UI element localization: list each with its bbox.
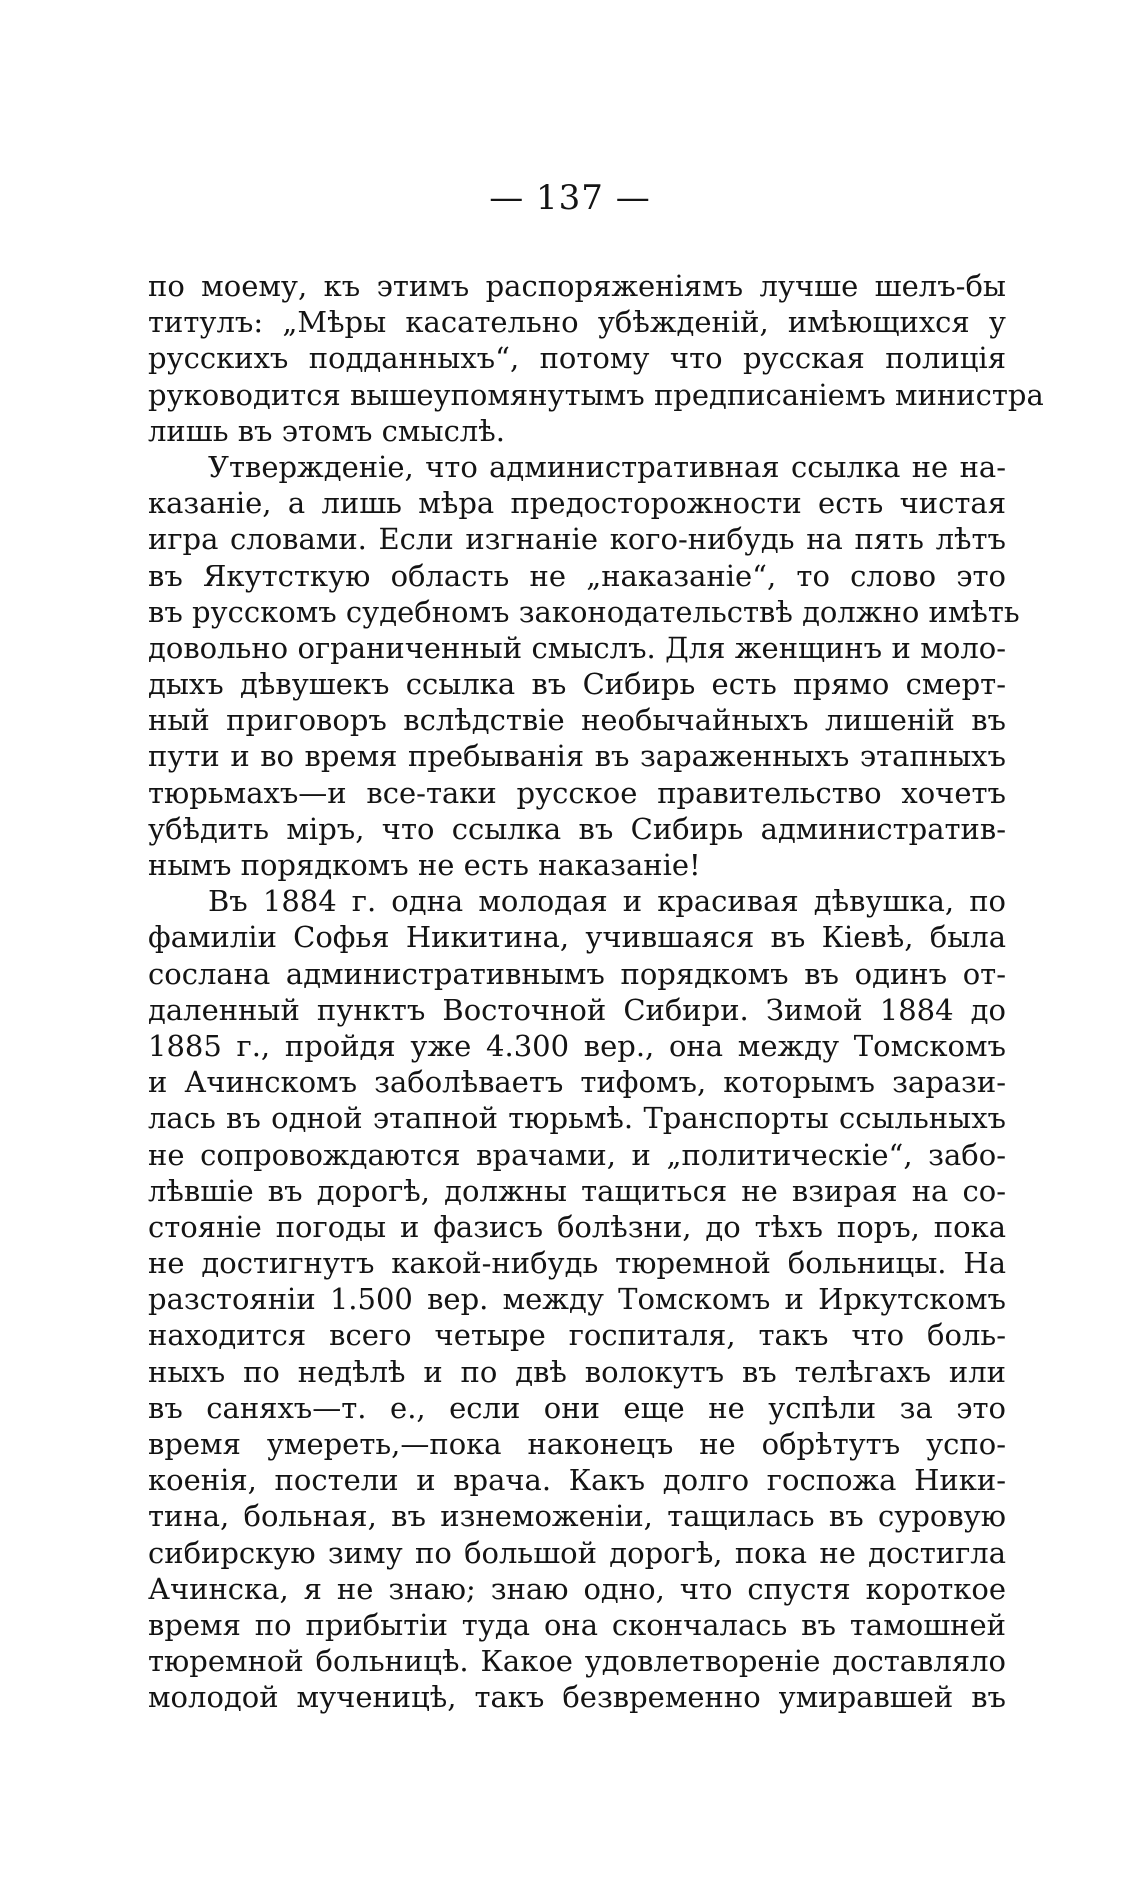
text-line: по моему, къ этимъ распоряженіямъ лучше шелъ-бы	[148, 269, 1006, 303]
text-line: лась въ одной этапной тюрьмѣ. Транспорты ссыльныхъ	[148, 1101, 1006, 1136]
text-line: титулъ: „Мѣры касательно убѣжденій, имѣющихся у	[148, 305, 1006, 340]
text-line: Въ 1884 г. одна молодая и красивая дѣвушка, по	[208, 884, 1006, 919]
text-line: время по прибытіи туда она скончалась въ тамошней	[148, 1607, 1006, 1642]
text-line: стояніе погоды и фазисъ болѣзни, до тѣхъ поръ, пока	[148, 1209, 1006, 1244]
text-line: ный приговоръ вслѣдствіе необычайныхъ лишеній въ	[148, 703, 1006, 738]
text-line: тюремной больницѣ. Какое удовлетвореніе доставляло	[148, 1644, 1006, 1679]
text-line: въ Якутсткую область не „наказаніе“, то слово это	[148, 558, 1006, 593]
text-line: находится всего четыре госпиталя, такъ что боль-	[148, 1318, 1006, 1353]
text-line: время умереть,—пока наконецъ не обрѣтутъ успо-	[148, 1427, 1006, 1461]
text-line: фамиліи Софья Никитина, учившаяся въ Кіевѣ, была	[148, 920, 1006, 955]
text-line: не сопровождаются врачами, и „политическіе“, забо-	[148, 1137, 1006, 1172]
text-line: казаніе, а лишь мѣра предосторожности есть чистая	[148, 486, 1006, 521]
text-line: довольно ограниченный смыслъ. Для женщинъ и моло-	[148, 630, 1006, 665]
text-line: руководится вышеупомянутымъ предписаніемъ министра	[148, 377, 1044, 412]
text-line: дыхъ дѣвушекъ ссылка въ Сибирь есть прямо смерт-	[148, 667, 1006, 702]
text-line: сослана административнымъ порядкомъ въ одинъ от-	[148, 956, 1006, 991]
text-line: въ русскомъ судебномъ законодательствѣ должно имѣть	[148, 594, 1020, 629]
text-line: сибирскую зиму по большой дорогѣ, пока не достигла	[148, 1535, 1006, 1570]
text-line: разстояніи 1.500 вер. между Томскомъ и Иркутскомъ	[148, 1282, 1006, 1317]
text-line: убѣдить міръ, что ссылка въ Сибирь административ-	[148, 811, 1006, 846]
text-line: тина, больная, въ изнеможеніи, тащилась въ суровую	[148, 1499, 1006, 1534]
text-line: и Ачинскомъ заболѣваетъ тифомъ, которымъ зарази-	[148, 1065, 1006, 1100]
text-line: лишь въ этомъ смыслѣ.	[148, 413, 505, 448]
text-line: пути и во время пребыванія въ зараженныхъ этапныхъ	[148, 739, 1006, 774]
text-line: ныхъ по недѣлѣ и по двѣ волокутъ въ телѣгахъ или	[148, 1354, 1006, 1389]
text-line: молодой мученицѣ, такъ безвременно умиравшей въ	[148, 1680, 1006, 1715]
text-line: въ саняхъ—т. е., если они еще не успѣли за это	[148, 1390, 1006, 1425]
text-line: не достигнутъ какой-нибудь тюремной больницы. На	[148, 1246, 1006, 1281]
text-line: коенія, постели и врача. Какъ долго госпожа Ники-	[148, 1463, 1006, 1498]
text-line: русскихъ подданныхъ“, потому что русская полиція	[148, 341, 1006, 376]
text-line: лѣвшіе въ дорогѣ, должны тащиться не взирая на со-	[148, 1173, 1006, 1208]
text-line: 1885 г., пройдя уже 4.300 вер., она между Томскомъ	[148, 1028, 1006, 1063]
body-text	[148, 268, 1044, 1716]
text-line: Ачинска, я не знаю; знаю одно, что спустя короткое	[148, 1571, 1006, 1606]
text-line: нымъ порядкомъ не есть наказаніе!	[148, 848, 701, 882]
text-line: игра словами. Если изгнаніе кого-нибудь на пять лѣтъ	[148, 522, 1006, 557]
text-line: Утвержденіе, что административная ссылка не на-	[208, 449, 1006, 484]
text-line: тюрьмахъ—и все-таки русское правительство хочетъ	[148, 775, 1006, 810]
page-number: — 137 —	[489, 178, 651, 218]
text-line: даленный пунктъ Восточной Сибири. Зимой 1884 до	[148, 992, 1006, 1027]
